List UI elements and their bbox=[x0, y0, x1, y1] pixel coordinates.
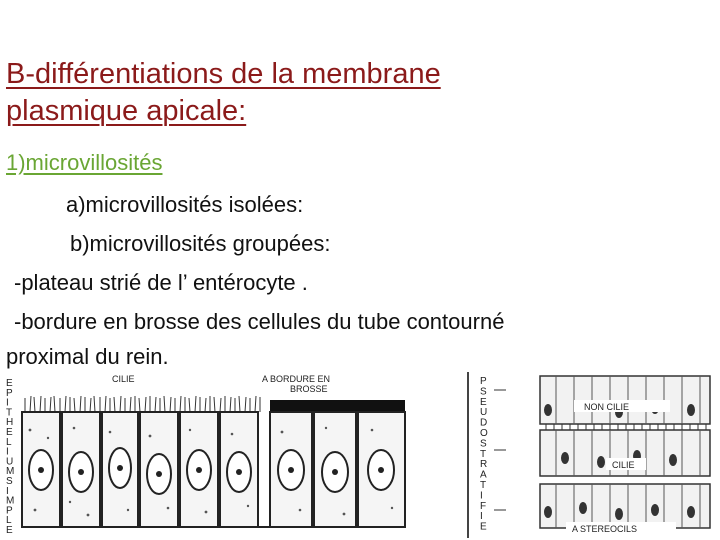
figure-label-cilie: CILIE bbox=[112, 374, 135, 384]
vertical-letter: I bbox=[480, 511, 483, 523]
vertical-letter: L bbox=[6, 436, 12, 448]
vertical-letter: P bbox=[6, 387, 13, 399]
figure-label-bordure-1: A BORDURE EN bbox=[262, 374, 331, 384]
vertical-letter: T bbox=[480, 480, 487, 491]
vertical-letter: S bbox=[6, 476, 13, 487]
vertical-letter: D bbox=[480, 417, 488, 429]
vertical-letter: U bbox=[480, 407, 488, 419]
vertical-letter: F bbox=[480, 500, 487, 512]
vertical-letter: M bbox=[6, 466, 15, 478]
simple-epithelium-figure bbox=[0, 370, 420, 540]
vertical-letter: E bbox=[6, 525, 13, 536]
vertical-letter: E bbox=[6, 378, 13, 389]
vertical-letter: E bbox=[480, 396, 487, 408]
vertical-letter: I bbox=[480, 490, 483, 502]
item-bordure: -bordure en brosse des cellules du tube contourné bbox=[14, 309, 505, 334]
item-plateau: -plateau strié de l’ entérocyte . bbox=[14, 270, 308, 295]
slide-title bbox=[6, 56, 706, 130]
vertical-letter: I bbox=[6, 446, 9, 458]
figure-label-non-cilie: NON CILIE bbox=[584, 402, 630, 412]
vertical-letter: S bbox=[480, 386, 487, 398]
vertical-letter: E bbox=[6, 427, 13, 438]
item-isolated: a)microvillosités isolées: bbox=[66, 192, 304, 217]
figure-label-cilie-right: CILIE bbox=[612, 460, 635, 470]
vertical-letter: H bbox=[6, 417, 14, 429]
vertical-letter: M bbox=[6, 495, 15, 507]
vertical-letter: R bbox=[480, 459, 488, 471]
vertical-letter: I bbox=[6, 397, 9, 409]
item-grouped: b)microvillosités groupées: bbox=[70, 231, 331, 256]
pseudostratified-figure bbox=[466, 370, 720, 540]
vertical-letter: L bbox=[6, 515, 12, 527]
vertical-letter: O bbox=[480, 428, 488, 439]
vertical-letter: T bbox=[6, 407, 13, 419]
section-heading: 1)microvillosités bbox=[6, 150, 163, 175]
vertical-letter: I bbox=[6, 485, 9, 497]
vertical-letter: E bbox=[480, 521, 487, 533]
figure-label-bordure-2: BROSSE bbox=[290, 384, 328, 394]
title-line-1: B-différentiations de la membrane bbox=[6, 58, 441, 90]
vertical-letter: T bbox=[480, 448, 487, 460]
item-proximal: proximal du rein. bbox=[6, 344, 169, 369]
title-line-2: plasmique apicale: bbox=[6, 95, 247, 127]
figure-label-stereocils: A STEREOCILS bbox=[572, 524, 638, 534]
vertical-letter: S bbox=[480, 438, 487, 450]
vertical-letter: P bbox=[480, 376, 487, 387]
vertical-letter: P bbox=[6, 505, 13, 517]
vertical-letter: A bbox=[480, 469, 487, 481]
vertical-letter: U bbox=[6, 456, 14, 468]
